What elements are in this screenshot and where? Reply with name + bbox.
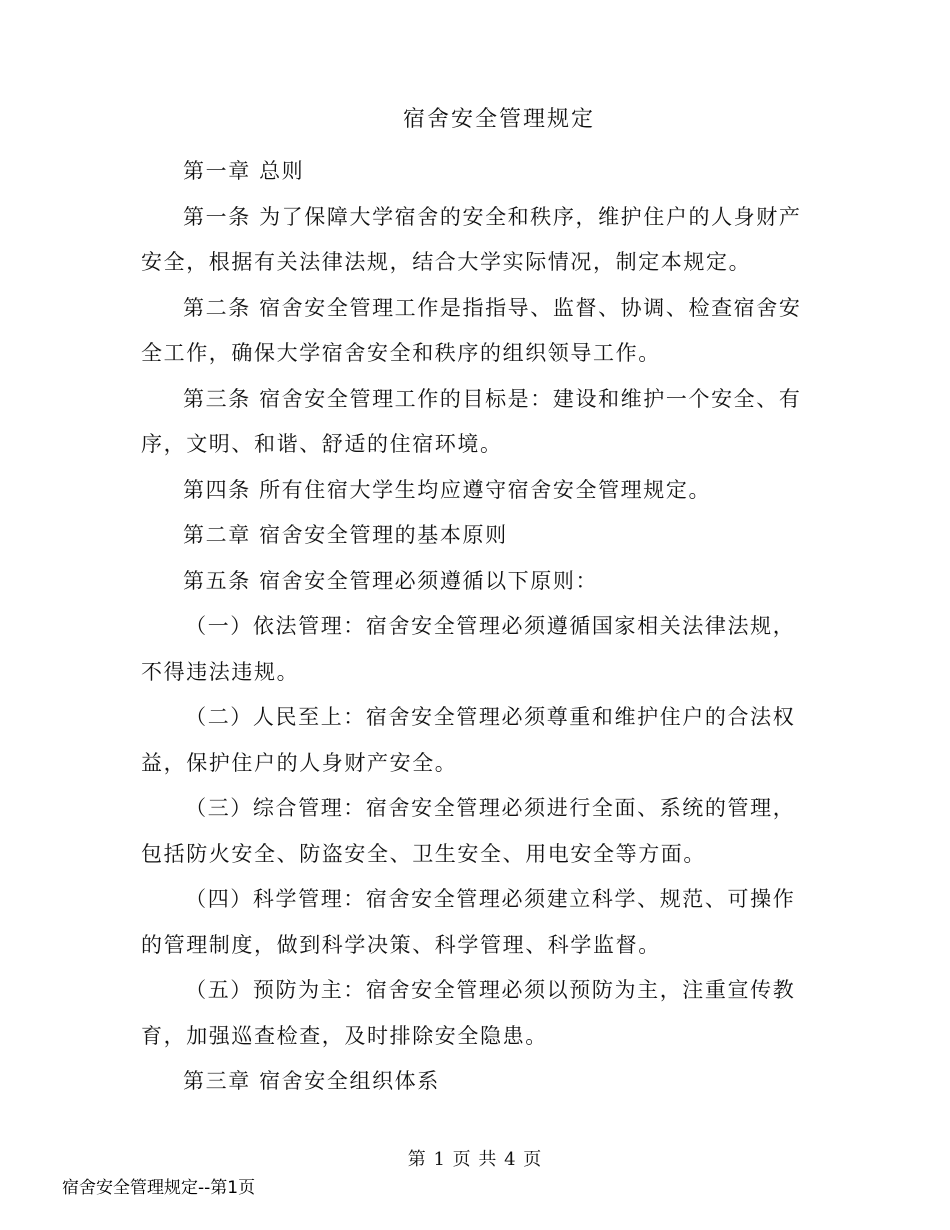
article-paragraph: 第四条 所有住宿大学生均应遵守宿舍安全管理规定。 <box>183 477 712 502</box>
footer-label: 宿舍安全管理规定--第1页 <box>62 1178 256 1198</box>
chapter-heading: 第一章 总则 <box>183 159 305 183</box>
article-paragraph: 第三条 宿舍安全管理工作的目标是：建设和维护一个安全、有序，文明、和谐、舒适的住宿环境。 <box>141 386 802 456</box>
page-number: 第 1 页 共 4 页 <box>407 1149 543 1170</box>
article-paragraph: 第二条 宿舍安全管理工作是指指导、监督、协调、检查宿舍安全工作，确保大学宿舍安全和秩序的组织领导工作。 <box>141 295 802 365</box>
document-body <box>141 149 809 1105</box>
chapter-heading: 第二章 宿舍安全管理的基本原则 <box>183 523 508 547</box>
article-paragraph: 第五条 宿舍安全管理必须遵循以下原则： <box>183 568 599 593</box>
principle-item: （二）人民至上：宿舍安全管理必须尊重和维护住户的合法权益，保护住户的人身财产安全。 <box>141 705 796 775</box>
principle-item: （三）综合管理：宿舍安全管理必须进行全面、系统的管理，包括防火安全、防盗安全、卫生安全、用电安全等方面。 <box>141 796 796 866</box>
chapter-heading: 第三章 宿舍安全组织体系 <box>183 1069 440 1093</box>
document-title: 宿舍安全管理规定 <box>402 107 595 132</box>
article-paragraph: 第一条 为了保障大学宿舍的安全和秩序，维护住户的人身财产安全，根据有关法律法规，结合大学实际情况，制定本规定。 <box>141 204 802 274</box>
principle-item: （五）预防为主：宿舍安全管理必须以预防为主，注重宣传教育，加强巡查检查，及时排除安全隐患。 <box>141 978 796 1048</box>
principle-item: （一）依法管理：宿舍安全管理必须遵循国家相关法律法规，不得违法违规。 <box>141 614 796 684</box>
principle-item: （四）科学管理：宿舍安全管理必须建立科学、规范、可操作的管理制度，做到科学决策、科学管理、科学监督。 <box>141 887 796 957</box>
